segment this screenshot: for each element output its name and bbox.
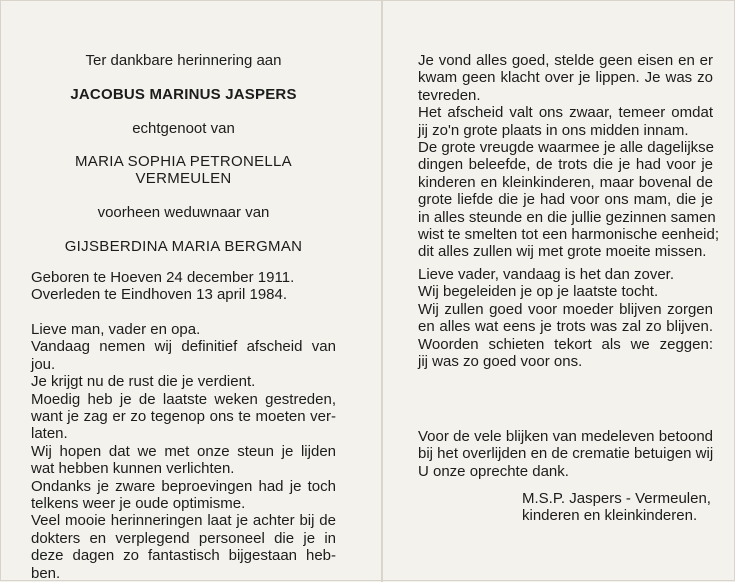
deceased-name: JACOBUS MARINUS JASPERS [70, 86, 297, 103]
text-line: Je krijgt nu de rust die je verdient. [31, 373, 256, 391]
text-line: Wij zullen goed voor moeder blijven zorgen [418, 300, 713, 318]
thanks-paragraph [418, 428, 713, 480]
text-line: Wij hopen dat we met onze steun je lijden [31, 442, 336, 460]
text-line: en alles wat eens je trots was zal zo blijven. [418, 318, 713, 336]
text-line: U onze oprechte dank. [418, 462, 569, 480]
text-line: De grote vreugde waarmee je alle dagelijkse [418, 139, 715, 157]
text-line: deze dagen zo fantastisch bijgestaan heb- [31, 547, 336, 565]
text-line: laten. [31, 425, 68, 443]
text-line: Lieve vader, vandaag is het dan zover. [418, 266, 675, 283]
text-line: jij was zo goed voor ons. [418, 353, 583, 371]
text-line: wat hebben kunnen verlichten. [31, 460, 235, 478]
text-line: jou. [31, 355, 56, 373]
text-line: kinderen en kleinkinderen, maar bovenal de [418, 173, 713, 191]
text-line: want je zag er zo tegenop ons te moeten ver- [31, 408, 336, 426]
spouse-name-line2: VERMEULEN [135, 170, 232, 187]
spouse-name-line1: MARIA SOPHIA PETRONELLA [75, 153, 292, 170]
signature-line-1: M.S.P. Jaspers - Vermeulen, [522, 490, 711, 507]
death-date: Overleden te Eindhoven 13 april 1984. [31, 286, 288, 303]
text-line: Het afscheid valt ons zwaar, temeer omdat [418, 104, 713, 122]
spouse-intro: echtgenoot van [132, 120, 235, 137]
text-line: Je vond alles goed, stelde geen eisen en er [418, 52, 713, 69]
widower-intro: voorheen weduwnaar van [97, 204, 270, 221]
text-line: Voor de vele blijken van medeleven betoond [418, 428, 713, 445]
text-line: grote liefde die je had voor ons mam, die je [418, 191, 713, 209]
birth-date: Geboren te Hoeven 24 december 1911. [31, 269, 295, 286]
text-line: tevreden. [418, 86, 481, 104]
text-line: ben. [31, 564, 61, 582]
first-wife-name: GIJSBERDINA MARIA BERGMAN [64, 238, 303, 255]
text-line: Moedig heb je de laatste weken gestreden, [31, 390, 336, 408]
left-text-block [31, 321, 336, 582]
text-line: dingen beleefde, de trots die je had voor je [418, 156, 713, 174]
text-line: Woorden schieten tekort als we zeggen: [418, 335, 713, 353]
intro-text: Ter dankbare herinnering aan [85, 52, 282, 69]
text-line: wist te smelten tot een harmonische eenheid; [418, 226, 720, 244]
text-line: dit alles zullen wij met grote moeite missen. [418, 243, 707, 261]
text-line: Veel mooie herinneringen laat je achter bij de [31, 512, 336, 530]
signature-line-2: kinderen en kleinkinderen. [522, 507, 698, 524]
text-line: jij zo'n grote plaats in ons midden innam. [418, 121, 689, 139]
text-line: bij het overlijden en de crematie betuigen wij [418, 445, 714, 463]
text-line: Wij begeleiden je op je laatste tocht. [418, 283, 659, 301]
text-line: in alles steunde en die jullie gezinnen samen [418, 208, 716, 226]
card-fold [381, 1, 383, 582]
text-line: Lieve man, vader en opa. [31, 321, 201, 338]
text-line: Ondanks je zware beproevingen had je toch [31, 477, 336, 495]
text-line: telkens weer je oude optimisme. [31, 495, 246, 513]
text-line: kwam geen klacht over je lippen. Je was zo [418, 69, 713, 87]
text-line: dokters en verplegend personeel die je in [31, 529, 336, 547]
right-paragraph-2 [418, 266, 713, 370]
right-paragraph-1 [418, 52, 720, 261]
text-line: Vandaag nemen wij definitief afscheid van [31, 338, 336, 356]
